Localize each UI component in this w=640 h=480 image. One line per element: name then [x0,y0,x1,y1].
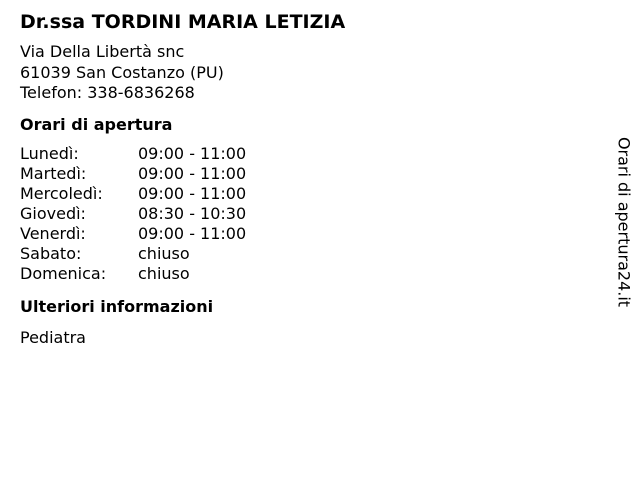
time-value: 09:00 - 11:00 [138,143,247,163]
day-label: Lunedì: [20,143,79,163]
page-title: Dr.ssa TORDINI MARIA LETIZIA [20,11,346,33]
time-value: 09:00 - 11:00 [138,183,247,203]
time-value: chiuso [138,263,190,283]
hours-row-sunday [20,264,600,284]
hours-row-tuesday [20,164,600,184]
address-block [20,42,600,104]
day-label: Domenica: [20,263,107,283]
hours-row-thursday [20,204,600,224]
day-label: Sabato: [20,243,82,263]
time-value: 09:00 - 11:00 [138,223,247,243]
opening-hours-heading: Orari di apertura [20,114,173,134]
city-address: 61039 San Costanzo (PU) [20,62,224,82]
time-value: 09:00 - 11:00 [138,163,247,183]
hours-row-wednesday [20,184,600,204]
day-label: Giovedì: [20,203,86,223]
hours-row-friday [20,224,600,244]
category-text: Pediatra [20,327,86,347]
business-card [20,9,600,348]
phone-number: Telefon: 338-6836268 [20,83,195,102]
brand-label: Orari di apertura24.it [614,136,634,308]
opening-hours-table [20,144,600,284]
day-label: Venerdì: [20,223,86,243]
time-value: 08:30 - 10:30 [138,203,247,223]
day-label: Martedì: [20,163,87,183]
brand-watermark [612,134,636,310]
time-value: chiuso [138,243,190,263]
hours-row-monday [20,144,600,164]
additional-info-heading: Ulteriori informazioni [20,296,214,316]
street-address: Via Della Libertà snc [20,42,185,61]
hours-row-saturday [20,244,600,264]
day-label: Mercoledì: [20,183,103,203]
